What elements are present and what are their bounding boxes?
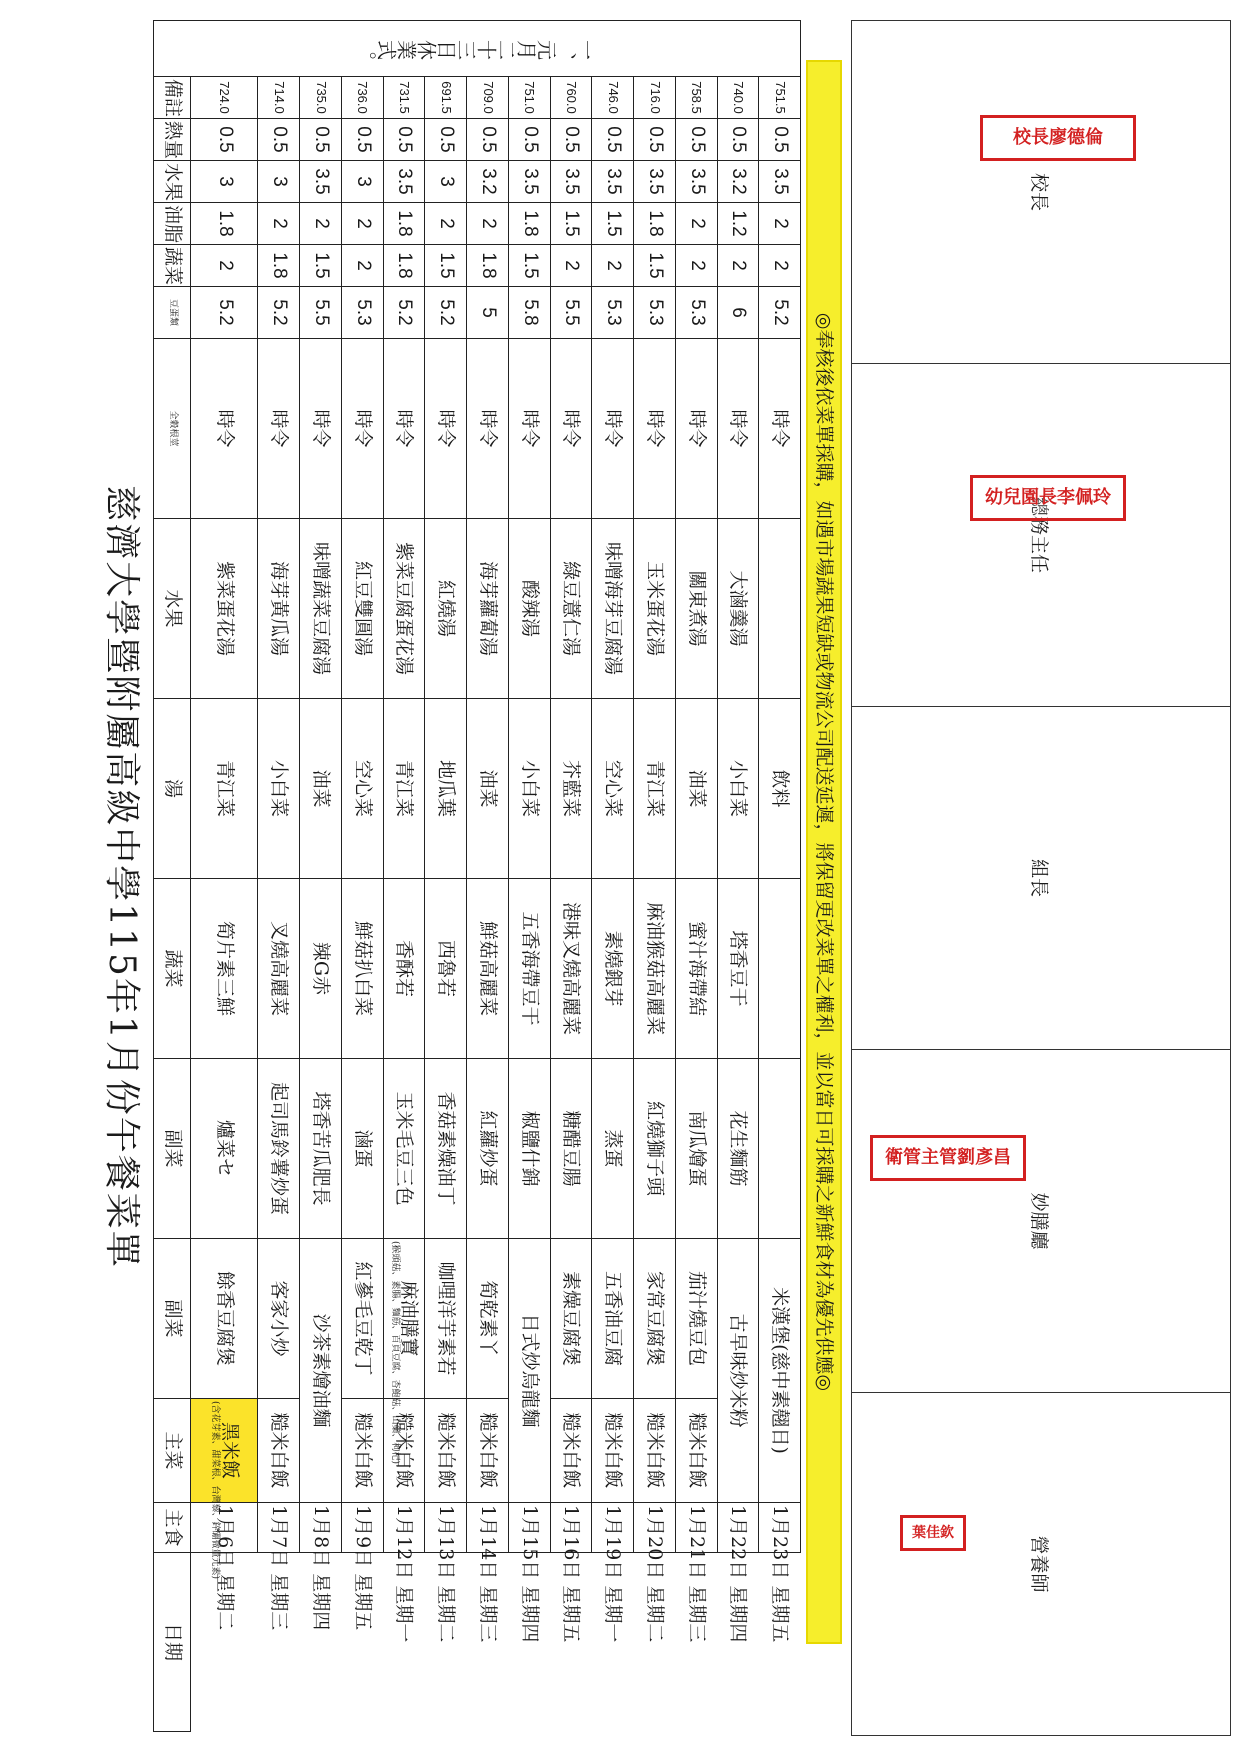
vegetable-cell: 飲料	[759, 699, 801, 879]
soup-cell: 紫菜蛋花湯	[191, 519, 258, 699]
oil-serving-cell: 3.5	[550, 161, 592, 203]
main-cell: 咖哩洋芋素若	[425, 1239, 467, 1399]
vegetable-cell: 空心菜	[592, 699, 634, 879]
kcal-cell: 709.0	[467, 77, 509, 119]
bean-serving-cell: 1.8	[383, 245, 425, 287]
kcal-cell: 751.0	[508, 77, 550, 119]
fruit-serving-cell: 0.5	[383, 119, 425, 161]
oil-serving-cell: 3	[341, 161, 383, 203]
grain-serving-cell: 5.5	[550, 287, 592, 339]
side1-cell: 花生麵筋	[717, 1059, 759, 1239]
main-cell: 客家小炒	[258, 1239, 300, 1399]
kitchen-stamp: 衛管主管劉彥昌	[870, 1135, 1026, 1181]
side2-cell: 西魯若	[425, 879, 467, 1059]
side2-cell: 五香海帶豆干	[508, 879, 550, 1059]
grain-serving-cell: 5.3	[634, 287, 676, 339]
side2-cell	[759, 879, 801, 1059]
grain-serving-cell: 5.2	[258, 287, 300, 339]
side2-cell: 辣G赤	[300, 879, 342, 1059]
vegetable-cell: 青江菜	[191, 699, 258, 879]
fruit-cell: 時令	[634, 339, 676, 519]
grain-serving-cell: 5.2	[383, 287, 425, 339]
fruit-cell: 時令	[508, 339, 550, 519]
side1-cell: 滷蛋	[341, 1059, 383, 1239]
table-row	[191, 21, 258, 1732]
side2-cell: 港味叉燒高麗菜	[550, 879, 592, 1059]
date-cell: 1月16日 星期五	[550, 1503, 592, 1553]
table-row	[425, 21, 467, 1732]
oil-serving-cell: 3.2	[467, 161, 509, 203]
side1-cell: 起司馬鈴薯炒蛋	[258, 1059, 300, 1239]
kcal-cell: 724.0	[191, 77, 258, 119]
main-cell: 紅蔘毛豆乾丁	[341, 1239, 383, 1399]
dietitian-label: 營養師	[852, 1393, 1231, 1736]
fruit-serving-cell: 0.5	[592, 119, 634, 161]
veg-serving-cell: 2	[341, 203, 383, 245]
vegetable-cell: 小白菜	[717, 699, 759, 879]
veg-serving-cell: 2	[300, 203, 342, 245]
soup-cell: 海芽蘿蔔湯	[467, 519, 509, 699]
fruit-serving-cell: 0.5	[550, 119, 592, 161]
table-row	[675, 21, 717, 1732]
notice-banner: ◎奉核後依菜單採購，如遇市場蔬果短缺或物流公司配送延遲，將保留更改菜單之權利，並以當日可採購之新鮮食材為優先供應◎	[806, 60, 842, 1644]
soup-cell: 味噌蔬菜豆腐湯	[300, 519, 342, 699]
fruit-serving-cell: 0.5	[717, 119, 759, 161]
kcal-cell: 760.0	[550, 77, 592, 119]
grain-serving-cell: 5.3	[341, 287, 383, 339]
vegetable-cell: 小白菜	[508, 699, 550, 879]
veg-serving-cell: 1.5	[592, 203, 634, 245]
soup-cell: 味噌海芽豆腐湯	[592, 519, 634, 699]
soup-cell: 大滷羹湯	[717, 519, 759, 699]
main-cell: 筍乾素丫	[467, 1239, 509, 1399]
header-grain: 全穀根莖	[154, 339, 191, 519]
header-remark: 備註	[154, 77, 191, 119]
principal-label: 校長	[852, 21, 1231, 364]
veg-serving-cell: 1.8	[634, 203, 676, 245]
side2-cell: 香酥若	[383, 879, 425, 1059]
side1-cell: 玉米毛豆三色	[383, 1059, 425, 1239]
vegetable-cell: 油菜	[300, 699, 342, 879]
fruit-cell: 時令	[759, 339, 801, 519]
oil-serving-cell: 3.5	[300, 161, 342, 203]
staple-cell: 糙米白飯	[341, 1399, 383, 1503]
header-row	[154, 21, 191, 1732]
veg-serving-cell: 1.8	[508, 203, 550, 245]
grain-serving-cell: 5.2	[425, 287, 467, 339]
bean-serving-cell: 1.5	[300, 245, 342, 287]
fruit-serving-cell: 0.5	[508, 119, 550, 161]
side2-cell: 鮮菇扒白菜	[341, 879, 383, 1059]
side1-cell: 爐菜セ	[191, 1059, 258, 1239]
date-cell: 1月8日 星期四	[300, 1503, 342, 1553]
side1-cell: 塔香苦瓜肥長	[300, 1059, 342, 1239]
grain-serving-cell: 5.8	[508, 287, 550, 339]
grain-serving-cell: 5.2	[191, 287, 258, 339]
kcal-cell: 735.0	[300, 77, 342, 119]
soup-cell: 紅燒湯	[425, 519, 467, 699]
fruit-cell: 時令	[425, 339, 467, 519]
veg-serving-cell: 2	[425, 203, 467, 245]
side1-cell	[759, 1059, 801, 1239]
table-row	[550, 21, 592, 1732]
kcal-cell: 758.5	[675, 77, 717, 119]
grain-serving-cell: 5.3	[592, 287, 634, 339]
main-cell: 五香油豆腐	[592, 1239, 634, 1399]
table-row	[759, 21, 801, 1732]
table-row	[258, 21, 300, 1732]
staple-cell: 糙米白飯	[467, 1399, 509, 1503]
side1-cell: 椒鹽什錦	[508, 1059, 550, 1239]
staple-merged-cell: 沙茶素燴油麵	[300, 1239, 342, 1503]
oil-serving-cell: 3.5	[383, 161, 425, 203]
fruit-serving-cell: 0.5	[425, 119, 467, 161]
date-cell: 1月9日 星期五	[341, 1503, 383, 1553]
staple-merged-cell: 米漢堡(慈中素翹日)	[759, 1239, 801, 1503]
soup-cell: 綠豆薏仁湯	[550, 519, 592, 699]
staple-cell: 糙米白飯	[675, 1399, 717, 1503]
fruit-cell: 時令	[258, 339, 300, 519]
soup-cell: 紫菜豆腐蛋花湯	[383, 519, 425, 699]
vegetable-cell: 芥藍菜	[550, 699, 592, 879]
header-fruit: 水果	[154, 519, 191, 699]
vegetable-cell: 青江菜	[634, 699, 676, 879]
grain-serving-cell: 5.5	[300, 287, 342, 339]
staple-cell: 黑米飯 (含花芽素、甜菜根、台灣藜、鋅硼微量元素)	[191, 1399, 258, 1503]
vegetable-cell: 小白菜	[258, 699, 300, 879]
oil-serving-cell: 3.5	[675, 161, 717, 203]
remark-cell: 一、元月二十三日休業式。	[154, 21, 801, 77]
table-row	[341, 21, 383, 1732]
date-cell: 1月20日 星期二	[634, 1503, 676, 1553]
header-kcal: 熱量	[154, 119, 191, 161]
fruit-cell: 時令	[717, 339, 759, 519]
oil-serving-cell: 3.2	[717, 161, 759, 203]
side1-cell: 南瓜燴蛋	[675, 1059, 717, 1239]
fruit-cell: 時令	[675, 339, 717, 519]
header-veg-serving: 蔬菜	[154, 245, 191, 287]
table-row	[592, 21, 634, 1732]
bean-serving-cell: 2	[675, 245, 717, 287]
fruit-cell: 時令	[191, 339, 258, 519]
oil-serving-cell: 3.5	[508, 161, 550, 203]
soup-cell: 關東煮湯	[675, 519, 717, 699]
main-cell: 麻油膳寶 (猴頭菇、素腸、麵筋、百頁豆腐、杏鮑菇、山藥、枸杞)	[383, 1239, 425, 1399]
header-soup: 湯	[154, 699, 191, 879]
fruit-cell: 時令	[592, 339, 634, 519]
main-cell: 家常豆腐煲	[634, 1239, 676, 1399]
bean-serving-cell: 1.5	[508, 245, 550, 287]
bean-serving-cell: 2	[592, 245, 634, 287]
fruit-cell: 時令	[383, 339, 425, 519]
grain-serving-cell: 5.3	[675, 287, 717, 339]
date-cell: 1月13日 星期二	[425, 1503, 467, 1553]
soup-cell: 海芽黃瓜湯	[258, 519, 300, 699]
date-cell: 1月22日 星期四	[717, 1503, 759, 1553]
veg-serving-cell: 1.5	[550, 203, 592, 245]
fruit-serving-cell: 0.5	[258, 119, 300, 161]
oil-serving-cell: 3.5	[759, 161, 801, 203]
table-row	[717, 21, 759, 1732]
fruit-serving-cell: 0.5	[759, 119, 801, 161]
staple-merged-cell: 古早味炒米粉	[717, 1239, 759, 1503]
kcal-cell: 740.0	[717, 77, 759, 119]
bean-serving-cell: 2	[191, 245, 258, 287]
soup-cell: 玉米蛋花湯	[634, 519, 676, 699]
header-main: 主菜	[154, 1399, 191, 1503]
veg-serving-cell: 2	[258, 203, 300, 245]
kitchen-label: 妙膳廳	[852, 1050, 1231, 1393]
fruit-serving-cell: 0.5	[300, 119, 342, 161]
date-cell: 1月7日 星期三	[258, 1503, 300, 1553]
director-label: 總務主任	[852, 364, 1231, 707]
date-cell: 1月15日 星期四	[508, 1503, 550, 1553]
soup-cell	[759, 519, 801, 699]
staple-merged-cell: 日式炒烏龍麵	[508, 1239, 550, 1503]
grain-serving-cell: 5.2	[759, 287, 801, 339]
bean-serving-cell: 2	[341, 245, 383, 287]
kcal-cell: 714.0	[258, 77, 300, 119]
grain-serving-cell: 6	[717, 287, 759, 339]
soup-cell: 酸辣湯	[508, 519, 550, 699]
kcal-cell: 736.0	[341, 77, 383, 119]
main-note: (猴頭菇、素腸、麵筋、百頁豆腐、杏鮑菇、山藥、枸杞)	[389, 1241, 400, 1465]
fruit-cell: 時令	[467, 339, 509, 519]
table-row	[300, 21, 342, 1732]
side1-cell: 紅蘿炒蛋	[467, 1059, 509, 1239]
table-row	[467, 21, 509, 1732]
main-cell: 素燥豆腐煲	[550, 1239, 592, 1399]
bean-serving-cell: 2	[550, 245, 592, 287]
bean-serving-cell: 1.8	[258, 245, 300, 287]
staple-cell: 糙米白飯	[383, 1399, 425, 1503]
fruit-cell: 時令	[550, 339, 592, 519]
vegetable-cell: 油菜	[467, 699, 509, 879]
signature-table	[851, 20, 1231, 1736]
kcal-cell: 716.0	[634, 77, 676, 119]
side2-cell: 叉燒高麗菜	[258, 879, 300, 1059]
side2-cell: 筍片素三鮮	[191, 879, 258, 1059]
staple-note: (含花芽素、甜菜根、台灣藜、鋅硼微量元素)	[209, 1401, 220, 1580]
table-row	[508, 21, 550, 1732]
fruit-serving-cell: 0.5	[634, 119, 676, 161]
vegetable-cell: 青江菜	[383, 699, 425, 879]
fruit-cell: 時令	[341, 339, 383, 519]
kcal-cell: 746.0	[592, 77, 634, 119]
vegetable-cell: 地瓜葉	[425, 699, 467, 879]
main-cell: 餘香豆腐煲	[191, 1239, 258, 1399]
veg-serving-cell: 2	[759, 203, 801, 245]
veg-serving-cell: 2	[467, 203, 509, 245]
director-stamp: 幼兒園長李佩玲	[970, 475, 1126, 521]
side2-cell: 麻油猴菇高麗菜	[634, 879, 676, 1059]
header-veg: 蔬菜	[154, 879, 191, 1059]
main-cell: 茄汁燒豆包	[675, 1239, 717, 1399]
side1-cell: 香菇素燥油丁	[425, 1059, 467, 1239]
page-title: 慈濟大學暨附屬高級中學115年1月份午餐菜單	[101, 485, 142, 1269]
kcal-cell: 691.5	[425, 77, 467, 119]
veg-serving-cell: 1.8	[383, 203, 425, 245]
staple-cell: 糙米白飯	[425, 1399, 467, 1503]
veg-serving-cell: 1.2	[717, 203, 759, 245]
dietitian-stamp: 葉佳欽	[900, 1515, 966, 1551]
side1-cell: 紅燒獅子頭	[634, 1059, 676, 1239]
date-cell: 1月23日 星期五	[759, 1503, 801, 1553]
date-cell: 1月21日 星期三	[675, 1503, 717, 1553]
principal-stamp: 校長廖德倫	[980, 115, 1136, 161]
date-cell: 1月14日 星期三	[467, 1503, 509, 1553]
side2-cell: 蜜汁海帶結	[675, 879, 717, 1059]
header-oil: 油脂	[154, 203, 191, 245]
date-cell: 1月19日 星期一	[592, 1503, 634, 1553]
side2-cell: 鮮菇高麗菜	[467, 879, 509, 1059]
menu-table	[153, 20, 801, 1732]
bean-serving-cell: 1.5	[634, 245, 676, 287]
table-row	[383, 21, 425, 1732]
staple-cell: 糙米白飯	[634, 1399, 676, 1503]
oil-serving-cell: 3.5	[634, 161, 676, 203]
fruit-serving-cell: 0.5	[341, 119, 383, 161]
fruit-cell: 時令	[300, 339, 342, 519]
veg-serving-cell: 1.8	[191, 203, 258, 245]
fruit-serving-cell: 0.5	[191, 119, 258, 161]
oil-serving-cell: 3	[425, 161, 467, 203]
header-bean: 豆蛋類	[154, 287, 191, 339]
veg-serving-cell: 2	[675, 203, 717, 245]
staple-cell: 糙米白飯	[550, 1399, 592, 1503]
header-fruit-serving: 水果	[154, 161, 191, 203]
fruit-serving-cell: 0.5	[467, 119, 509, 161]
oil-serving-cell: 3.5	[592, 161, 634, 203]
bean-serving-cell: 1.8	[467, 245, 509, 287]
grain-serving-cell: 5	[467, 287, 509, 339]
oil-serving-cell: 3	[191, 161, 258, 203]
header-staple: 主食	[154, 1503, 191, 1553]
date-cell: 1月6日 星期二	[191, 1503, 258, 1553]
header-side1: 副菜	[154, 1239, 191, 1399]
table-row	[634, 21, 676, 1732]
side1-cell: 蒸蛋	[592, 1059, 634, 1239]
header-date: 日期	[154, 1553, 191, 1732]
bean-serving-cell: 2	[717, 245, 759, 287]
bean-serving-cell: 1.5	[425, 245, 467, 287]
bean-serving-cell: 2	[759, 245, 801, 287]
kcal-cell: 751.5	[759, 77, 801, 119]
vegetable-cell: 空心菜	[341, 699, 383, 879]
soup-cell: 紅豆雙圓湯	[341, 519, 383, 699]
vegetable-cell: 油菜	[675, 699, 717, 879]
oil-serving-cell: 3	[258, 161, 300, 203]
header-side2: 副菜	[154, 1059, 191, 1239]
fruit-serving-cell: 0.5	[675, 119, 717, 161]
staple-cell: 糙米白飯	[258, 1399, 300, 1503]
date-cell: 1月12日 星期一	[383, 1503, 425, 1553]
side2-cell: 素燒銀芽	[592, 879, 634, 1059]
kcal-cell: 731.5	[383, 77, 425, 119]
side2-cell: 塔香豆干	[717, 879, 759, 1059]
side1-cell: 糖醋豆腸	[550, 1059, 592, 1239]
leader-label: 組長	[852, 707, 1231, 1050]
staple-cell: 糙米白飯	[592, 1399, 634, 1503]
